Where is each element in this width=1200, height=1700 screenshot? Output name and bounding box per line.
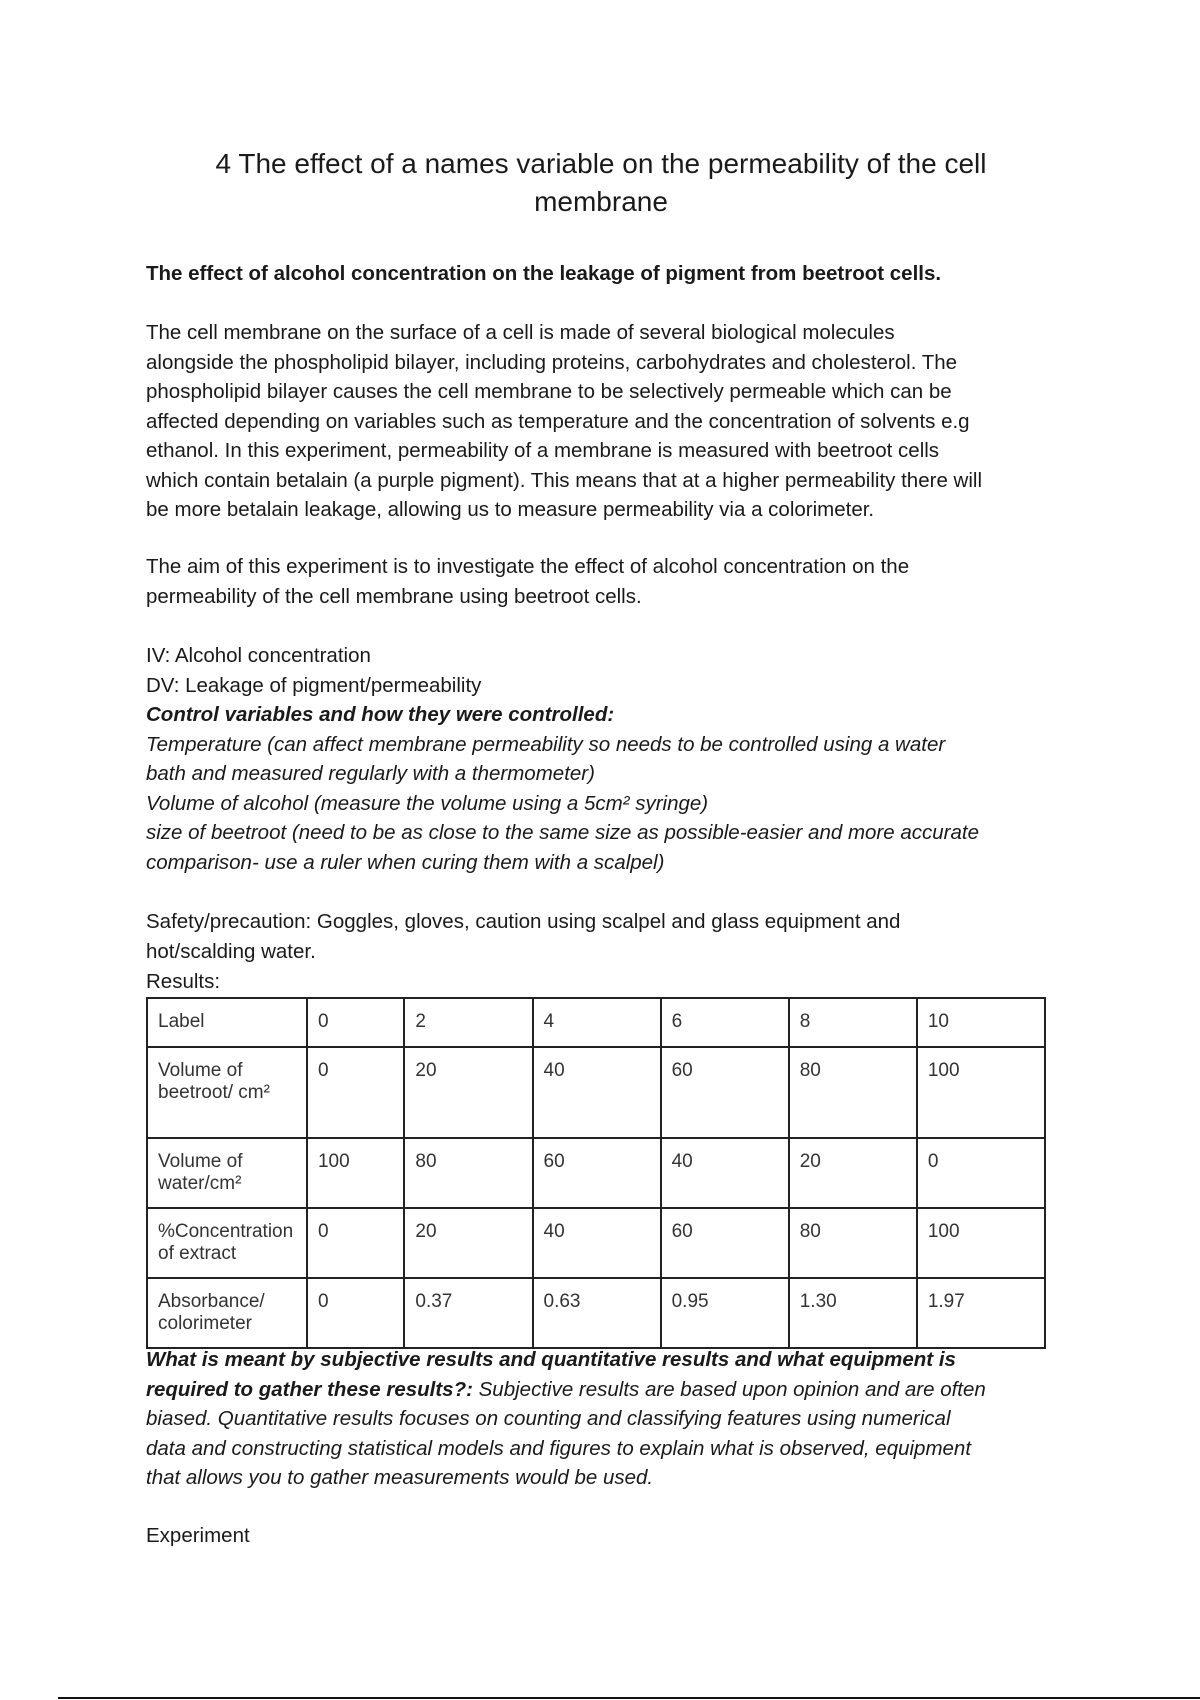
control-variable-line: size of beetroot (need to be as close to the same size as possible-easier and more accurate: [146, 821, 979, 844]
table-cell: 80: [789, 1208, 917, 1278]
table-row: [147, 1047, 1045, 1138]
table-cell: 40: [533, 1208, 661, 1278]
safety-paragraph: [146, 907, 1056, 966]
control-variable-line: comparison- use a ruler when curing them with a scalpel): [146, 850, 665, 874]
table-cell: 0.37: [404, 1278, 532, 1348]
table-cell: 20: [404, 1208, 532, 1278]
answer-text: Subjective results are based upon opinion and are often: [472, 1377, 986, 1401]
intro-line: which contain betalain (a purple pigment). This means that at a higher permeability there will: [146, 468, 983, 492]
intro-line: phospholipid bilayer causes the cell membrane to be selectively permeable which can be: [146, 380, 952, 403]
table-cell: 40: [533, 1047, 661, 1138]
safety-line: hot/scalding water.: [146, 939, 316, 963]
results-table: [146, 997, 1046, 1349]
variables-section: [146, 641, 1056, 877]
row-header: Volume of beetroot/ cm²: [147, 1047, 307, 1138]
table-cell: 0: [307, 1208, 404, 1278]
table-row: [147, 1208, 1045, 1278]
table-cell: 0: [307, 998, 404, 1047]
table-cell: 40: [661, 1138, 789, 1208]
table-cell: 1.97: [917, 1278, 1045, 1348]
experiment-heading: Experiment: [146, 1524, 250, 1547]
table-cell: 60: [533, 1138, 661, 1208]
table-cell: 0.63: [533, 1278, 661, 1348]
table-cell: 8: [789, 998, 917, 1047]
table-cell: 20: [789, 1138, 917, 1208]
table-cell: 60: [661, 1208, 789, 1278]
intro-line: The cell membrane on the surface of a cell is made of several biological molecules: [146, 321, 895, 344]
table-cell: 10: [917, 998, 1045, 1047]
answer-line: biased. Quantitative results focuses on counting and classifying features using numerical: [146, 1407, 951, 1430]
document-title: [146, 145, 1056, 221]
table-cell: 1.30: [789, 1278, 917, 1348]
aim-paragraph: [146, 552, 1056, 611]
intro-line: affected depending on variables such as temperature and the concentration of solvents e.g: [146, 409, 970, 433]
table-cell: 0: [917, 1138, 1045, 1208]
aim-line: The aim of this experiment is to investigate the effect of alcohol concentration on the: [146, 555, 910, 578]
table-row: [147, 1138, 1045, 1208]
safety-line: Safety/precaution: Goggles, gloves, caution using scalpel and glass equipment and: [146, 910, 901, 933]
intro-paragraph: [146, 318, 1056, 525]
table-cell: 100: [917, 1047, 1045, 1138]
table-cell: 100: [917, 1208, 1045, 1278]
row-header: Absorbance/ colorimeter: [147, 1278, 307, 1348]
table-cell: 4: [533, 998, 661, 1047]
section-subtitle: The effect of alcohol concentration on the leakage of pigment from beetroot cells.: [146, 262, 942, 285]
question-answer-line: [146, 1375, 1056, 1405]
question-line: What is meant by subjective results and quantitative results and what equipment is: [146, 1348, 956, 1371]
independent-variable: IV: Alcohol concentration: [146, 644, 371, 667]
answer-line: that allows you to gather measurements would be used.: [146, 1466, 654, 1489]
table-row: [147, 998, 1045, 1047]
control-variable-line: Volume of alcohol (measure the volume using a 5cm² syringe): [146, 791, 709, 815]
intro-line: be more betalain leakage, allowing us to measure permeability via a colorimeter.: [146, 498, 875, 521]
title-line-1: 4 The effect of a names variable on the permeability of the cell: [215, 148, 987, 179]
table-cell: 2: [404, 998, 532, 1047]
control-variables-heading: Control variables and how they were controlled:: [146, 703, 615, 726]
table-row: [147, 1278, 1045, 1348]
table-cell: 6: [661, 998, 789, 1047]
row-header: Label: [147, 998, 307, 1047]
table-cell: 0: [307, 1278, 404, 1348]
results-label: Results:: [146, 970, 221, 993]
table-cell: 80: [789, 1047, 917, 1138]
title-line-2: membrane: [534, 186, 668, 217]
dependent-variable: DV: Leakage of pigment/permeability: [146, 673, 482, 697]
table-cell: 60: [661, 1047, 789, 1138]
row-header: Volume of water/cm²: [147, 1138, 307, 1208]
intro-line: ethanol. In this experiment, permeability of a membrane is measured with beetroot cells: [146, 439, 940, 462]
row-header: %Concentration of extract: [147, 1208, 307, 1278]
question-section: [146, 1345, 1056, 1493]
intro-line: alongside the phospholipid bilayer, including proteins, carbohydrates and cholesterol. The: [146, 350, 958, 374]
table-cell: 20: [404, 1047, 532, 1138]
aim-line: permeability of the cell membrane using beetroot cells.: [146, 584, 642, 608]
page-bottom-divider: [58, 1697, 1200, 1699]
table-cell: 0: [307, 1047, 404, 1138]
answer-line: data and constructing statistical models and figures to explain what is observed, equipment: [146, 1436, 972, 1460]
control-variable-line: bath and measured regularly with a thermometer): [146, 762, 595, 785]
question-line-end: required to gather these results?:: [146, 1377, 473, 1401]
table-cell: 0.95: [661, 1278, 789, 1348]
control-variable-line: Temperature (can affect membrane permeability so needs to be controlled using a water: [146, 732, 946, 756]
table-cell: 80: [404, 1138, 532, 1208]
table-cell: 100: [307, 1138, 404, 1208]
